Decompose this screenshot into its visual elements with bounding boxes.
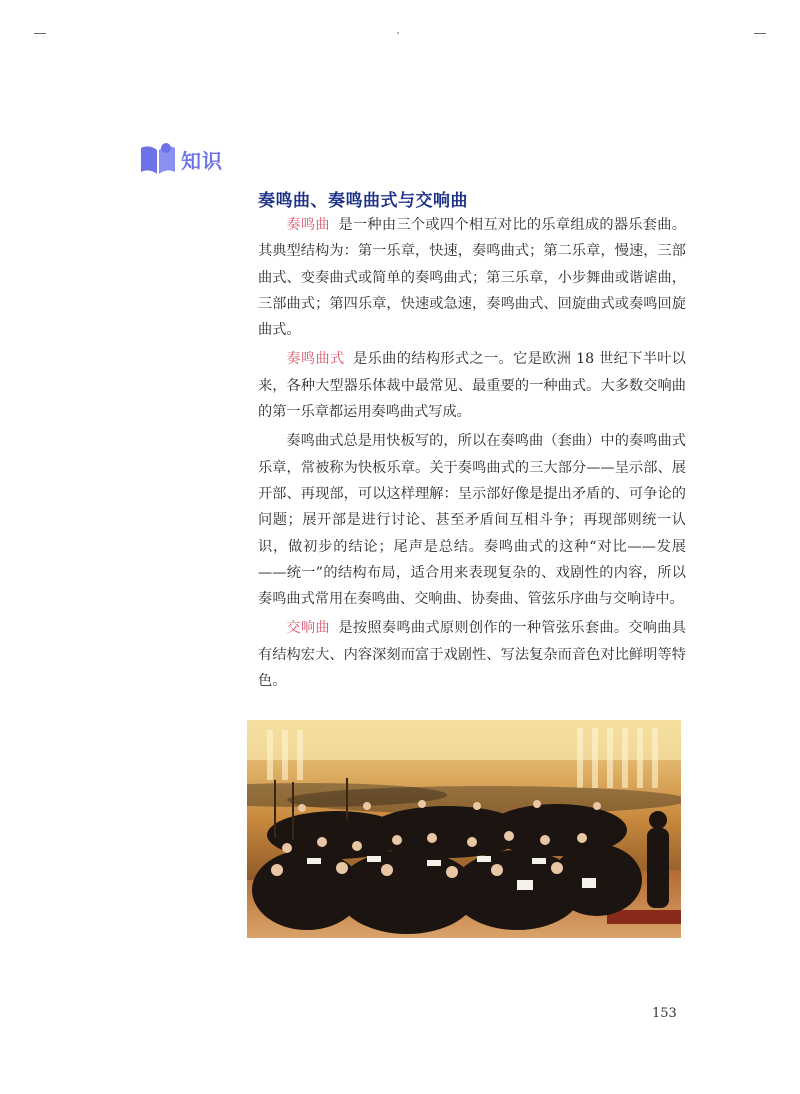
paragraph-text: 奏鸣曲式总是用快板写的，所以在奏鸣曲（套曲）中的奏鸣曲式乐章，常被称为快板乐章。关于奏鸣曲式的三大部分——呈示部、展开部、再现部，可以这样理解：呈示部好像是提出矛盾的、可争论的问题；展开部是进行讨论、甚至矛盾间互相斗争；再现部则统一认识，做初步的结论；尾声是总结。奏鸣曲式的这种“对比——发展——统一”的结构布局，适合用来表现复杂的、戏剧性的内容，所以奏鸣曲式常用在奏鸣曲、交响曲、协奏曲、管弦乐序曲与交响诗中。 bbox=[258, 433, 686, 608]
page-number: 153 bbox=[652, 1006, 677, 1021]
paragraph-allegro bbox=[258, 428, 686, 612]
body-text bbox=[258, 212, 686, 697]
term-symphony: 交响曲 bbox=[286, 620, 330, 637]
badge-label: 知识 bbox=[181, 148, 223, 173]
crop-mark-right bbox=[754, 33, 766, 34]
paragraph-text: 是乐曲的结构形式之一。它是欧洲 18 世纪下半叶以来，各种大型器乐体裁中最常见、最重要的一种曲式。大多数交响曲的第一乐章都运用奏鸣曲式写成。 bbox=[258, 351, 686, 421]
book-person-icon bbox=[139, 142, 177, 176]
section-title: 奏鸣曲、奏鸣曲式与交响曲 bbox=[258, 191, 468, 211]
crop-mark-center bbox=[397, 32, 399, 34]
term-sonata: 奏鸣曲 bbox=[286, 217, 330, 233]
paragraph-sonata-form bbox=[258, 346, 686, 425]
paragraph-symphony bbox=[258, 615, 686, 694]
paragraph-sonata bbox=[258, 212, 686, 343]
term-sonata-form: 奏鸣曲式 bbox=[286, 351, 345, 368]
orchestra-illustration bbox=[247, 720, 681, 938]
crop-mark-left bbox=[34, 33, 46, 34]
paragraph-text: 是一种由三个或四个相互对比的乐章组成的器乐套曲。其典型结构为：第一乐章，快速，奏鸣曲式；第二乐章，慢速，三部曲式、变奏曲式或简单的奏鸣曲式；第三乐章，小步舞曲或谐谑曲，三部曲式；第四乐章，快速或急速，奏鸣曲式、回旋曲式或奏鸣回旋曲式。 bbox=[258, 217, 686, 339]
knowledge-badge bbox=[139, 142, 223, 176]
orchestra-photo bbox=[247, 720, 681, 938]
paragraph-text: 是按照奏鸣曲式原则创作的一种管弦乐套曲。交响曲具有结构宏大、内容深刻而富于戏剧性、写法复杂而音色对比鲜明等特色。 bbox=[258, 620, 686, 690]
